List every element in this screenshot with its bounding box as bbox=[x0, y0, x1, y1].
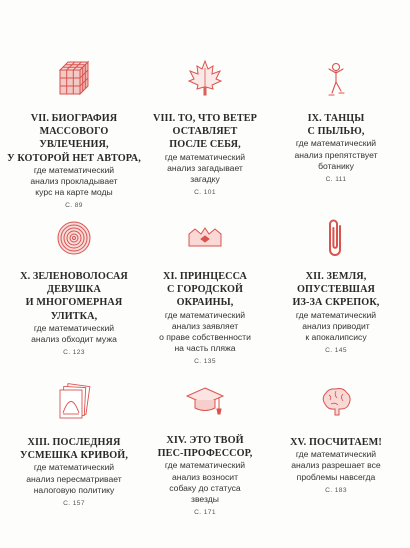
chapter-title: XI. ПРИНЦЕССА С ГОРОДСКОЙ ОКРАИНЫ, bbox=[163, 271, 247, 309]
chapter-13 bbox=[6, 382, 142, 507]
chapter-8 bbox=[137, 58, 273, 196]
chapter-description: где математический анализ возносит собаку до статуса звезды bbox=[164, 460, 246, 505]
chapter-description: где математический анализ заявляет о праве собственности на часть пляжа bbox=[159, 309, 251, 354]
curve-cards-icon bbox=[54, 382, 94, 422]
graduation-cap-icon bbox=[183, 382, 227, 422]
page-number: С. 89 bbox=[65, 202, 83, 210]
chapter-title: XII. ЗЕМЛЯ, ОПУСТЕВШАЯ ИЗ-ЗА СКРЕПОК, bbox=[292, 271, 380, 309]
chapter-description: где математический анализ загадывает загадку bbox=[164, 151, 246, 185]
page-number: С. 183 bbox=[325, 486, 347, 494]
page-number: С. 171 bbox=[194, 509, 216, 517]
crown-icon bbox=[183, 218, 227, 258]
chapter-description: где математический анализ пересматривает налоговую политику bbox=[26, 462, 122, 495]
chapter-title: VIII. ТО, ЧТО ВЕТЕР ОСТАВЛЯЕТ ПОСЛЕ СЕБЯ, bbox=[153, 113, 257, 151]
chapter-14 bbox=[137, 382, 273, 516]
chapter-10 bbox=[6, 218, 142, 356]
chapter-description: где математический анализ препятствует ботанику bbox=[294, 138, 378, 171]
chapter-9 bbox=[268, 58, 404, 183]
brain-icon bbox=[316, 382, 356, 422]
chapter-title: VII. БИОГРАФИЯ МАССОВОГО УВЛЕЧЕНИЯ, У КОТОРОЙ НЕТ АВТОРА, bbox=[7, 113, 141, 164]
page-number: С. 157 bbox=[63, 500, 85, 508]
chapter-11 bbox=[137, 218, 273, 365]
page-number: С. 145 bbox=[325, 347, 347, 355]
chapter-description: где математический анализ обходит мужа bbox=[31, 322, 117, 345]
chapter-title: X. ЗЕЛЕНОВОЛОСАЯ ДЕВУШКА И МНОГОМЕРНАЯ УЛИТКА, bbox=[20, 271, 128, 322]
page-number: С. 101 bbox=[194, 189, 216, 197]
chapter-title: XIV. ЭТО ТВОЙ ПЕС-ПРОФЕССОР, bbox=[157, 435, 253, 460]
page-number: С. 123 bbox=[63, 349, 85, 357]
chapter-title: IX. ТАНЦЫ С ПЫЛЬЮ, bbox=[307, 113, 365, 138]
chapter-12 bbox=[268, 218, 404, 354]
chapter-description: где математический анализ приводит к апокалипсису bbox=[295, 309, 377, 343]
page-number: С. 135 bbox=[194, 358, 216, 366]
chapter-title: XV. ПОСЧИТАЕМ! bbox=[290, 437, 382, 448]
chapter-description: где математический анализ прокладывает курс на карте моды bbox=[30, 164, 118, 198]
cube-icon bbox=[54, 58, 94, 98]
maple-leaf-icon bbox=[185, 58, 225, 98]
chapter-7 bbox=[6, 58, 142, 209]
dancer-icon bbox=[316, 58, 356, 98]
chapter-title: XIII. ПОСЛЕДНЯЯ УСМЕШКА КРИВОЙ, bbox=[20, 437, 128, 462]
paperclip-icon bbox=[316, 218, 356, 258]
page-number: С. 111 bbox=[325, 176, 347, 184]
snail-spiral-icon bbox=[54, 218, 94, 258]
chapter-description: где математический анализ разрешает все проблемы навсегда bbox=[291, 449, 381, 482]
chapter-15 bbox=[268, 382, 404, 494]
